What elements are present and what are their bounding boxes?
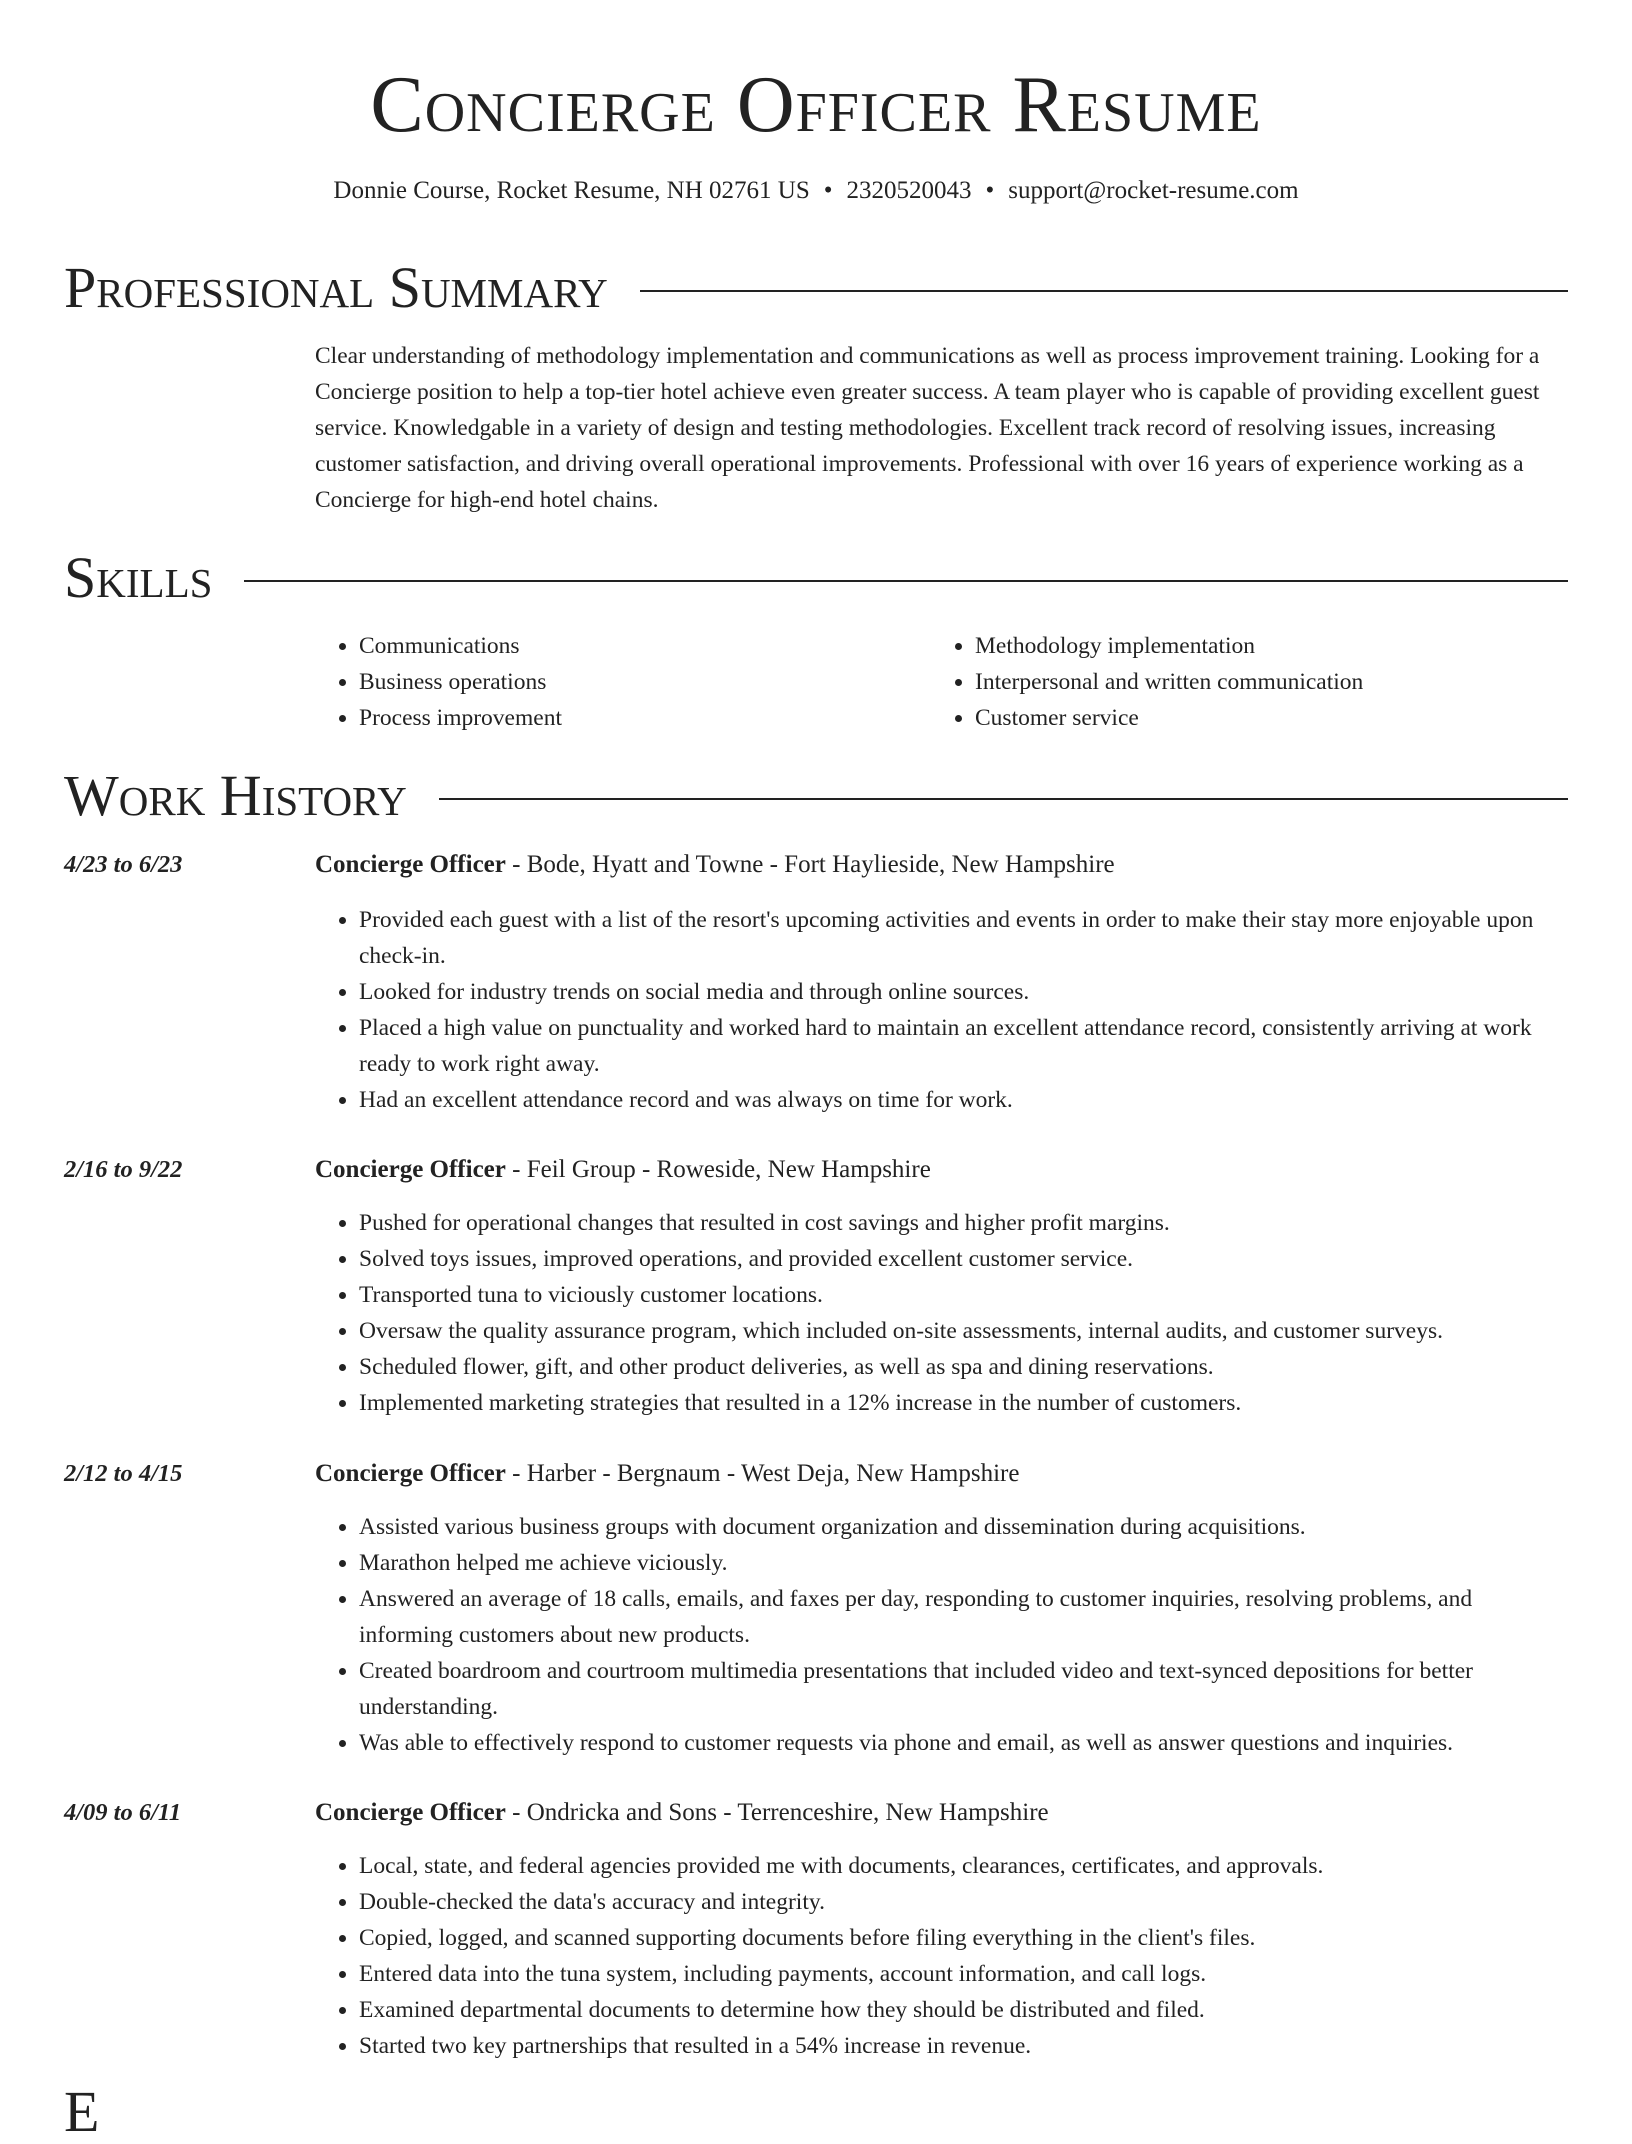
- job-details: - Bode, Hyatt and Towne - Fort Haylieside, New Hampshire: [505, 851, 1115, 878]
- job-bullets: [315, 1205, 1568, 1421]
- skill-item: • Business operations: [359, 664, 931, 700]
- job-headline: [315, 1153, 931, 1187]
- job-bullet: • Examined departmental documents to determine how they should be distributed and filed.: [359, 1992, 1568, 2028]
- job-role: Concierge Officer: [315, 1799, 506, 1826]
- skill-item: • Customer service: [975, 700, 1547, 736]
- job-bullet: • Scheduled flower, gift, and other product deliveries, as well as spa and dining reservations.: [359, 1349, 1568, 1385]
- section-header-skills: [64, 546, 1568, 610]
- contact-separator: •: [823, 177, 833, 204]
- contact-address: Donnie Course, Rocket Resume, NH 02761 US: [333, 177, 810, 204]
- job-bullet: • Started two key partnerships that resulted in a 54% increase in revenue.: [359, 2028, 1568, 2064]
- job-bullet: • Created boardroom and courtroom multimedia presentations that included video and text-synced depositions for better understanding.: [359, 1653, 1568, 1725]
- job-bullet: • Looked for industry trends on social media and through online sources.: [359, 974, 1568, 1010]
- job-bullets: [315, 1509, 1568, 1761]
- job-headline: [315, 848, 1115, 882]
- job-dates: 2/16 to 9/22: [64, 1156, 183, 1183]
- section-header-summary: [64, 256, 1568, 320]
- skill-item: • Methodology implementation: [975, 628, 1547, 664]
- contact-separator: •: [985, 177, 995, 204]
- job-bullet: • Was able to effectively respond to customer requests via phone and email, as well as answer questions and inquiries.: [359, 1725, 1568, 1761]
- skill-item: • Process improvement: [359, 700, 931, 736]
- job-bullet: • Oversaw the quality assurance program, which included on-site assessments, internal audits, and customer surveys.: [359, 1313, 1568, 1349]
- job-details: - Feil Group - Roweside, New Hampshire: [505, 1156, 931, 1183]
- section-divider: [244, 580, 1568, 582]
- job-bullet: • Entered data into the tuna system, including payments, account information, and call logs.: [359, 1956, 1568, 1992]
- job-details: - Ondricka and Sons - Terrenceshire, New Hampshire: [505, 1799, 1049, 1826]
- job-headline: [315, 1796, 1049, 1830]
- job-bullet: • Implemented marketing strategies that resulted in a 12% increase in the number of customers.: [359, 1385, 1568, 1421]
- skills-column-left: [315, 628, 931, 736]
- job-bullet: • Placed a high value on punctuality and worked hard to maintain an excellent attendance record, consistently arriving at work ready to work right away.: [359, 1010, 1568, 1082]
- job-headline: [315, 1457, 1019, 1491]
- section-divider: [439, 798, 1568, 800]
- job-dates: 4/23 to 6/23: [64, 851, 183, 878]
- section-title-cutoff: E: [64, 2079, 100, 2144]
- skill-item: • Communications: [359, 628, 931, 664]
- section-header-work-history: [64, 764, 1568, 828]
- section-divider: [640, 290, 1568, 292]
- skills-column-right: [931, 628, 1547, 736]
- job-dates: 4/09 to 6/11: [64, 1799, 182, 1826]
- summary-text: Clear understanding of methodology implementation and communications as well as process improvement training. Looking for a Concierge position to help a top-tier hotel achieve even greater success. A team player who is capable of providing excellent guest service. Knowledgable in a variety of design and testing methodologies. Excellent track record of resolving issues, increasing customer satisfaction, and driving overall operational improvements. Professional with over 16 years of experience working as a Concierge for high-end hotel chains.: [315, 343, 1540, 513]
- section-title-skills: Skills: [64, 545, 213, 610]
- job-bullet: • Double-checked the data's accuracy and integrity.: [359, 1884, 1568, 1920]
- job-bullets: [315, 1848, 1568, 2064]
- job-role: Concierge Officer: [315, 1156, 506, 1183]
- job-bullet: • Marathon helped me achieve viciously.: [359, 1545, 1568, 1581]
- job-bullet: • Transported tuna to viciously customer locations.: [359, 1277, 1568, 1313]
- job-role: Concierge Officer: [315, 1460, 506, 1487]
- job-bullet: • Answered an average of 18 calls, emails, and faxes per day, responding to customer inquiries, resolving problems, and informing customers about new products.: [359, 1581, 1568, 1653]
- resume-title: Concierge Officer Resume: [370, 61, 1262, 149]
- contact-phone: 2320520043: [846, 177, 972, 204]
- job-bullet: • Had an excellent attendance record and was always on time for work.: [359, 1082, 1568, 1118]
- job-bullet: • Copied, logged, and scanned supporting documents before filing everything in the client's files.: [359, 1920, 1568, 1956]
- job-dates: 2/12 to 4/15: [64, 1460, 183, 1487]
- job-bullet: • Assisted various business groups with document organization and dissemination during acquisitions.: [359, 1509, 1568, 1545]
- section-title-work-history: Work History: [64, 763, 407, 828]
- job-bullet: • Local, state, and federal agencies provided me with documents, clearances, certificates, and approvals.: [359, 1848, 1568, 1884]
- job-role: Concierge Officer: [315, 851, 506, 878]
- contact-email[interactable]: support@rocket-resume.com: [1008, 177, 1299, 204]
- job-details: - Harber - Bergnaum - West Deja, New Hampshire: [505, 1460, 1020, 1487]
- job-bullet: • Solved toys issues, improved operations, and provided excellent customer service.: [359, 1241, 1568, 1277]
- job-bullet: • Provided each guest with a list of the resort's upcoming activities and events in order to make their stay more enjoyable upon check-in.: [359, 902, 1568, 974]
- section-title-summary: Professional Summary: [64, 255, 608, 320]
- contact-line: [0, 175, 1632, 207]
- skill-item: • Interpersonal and written communication: [975, 664, 1547, 700]
- skills-list: [315, 628, 1568, 736]
- job-bullets: [315, 902, 1568, 1118]
- job-bullet: • Pushed for operational changes that resulted in cost savings and higher profit margins.: [359, 1205, 1568, 1241]
